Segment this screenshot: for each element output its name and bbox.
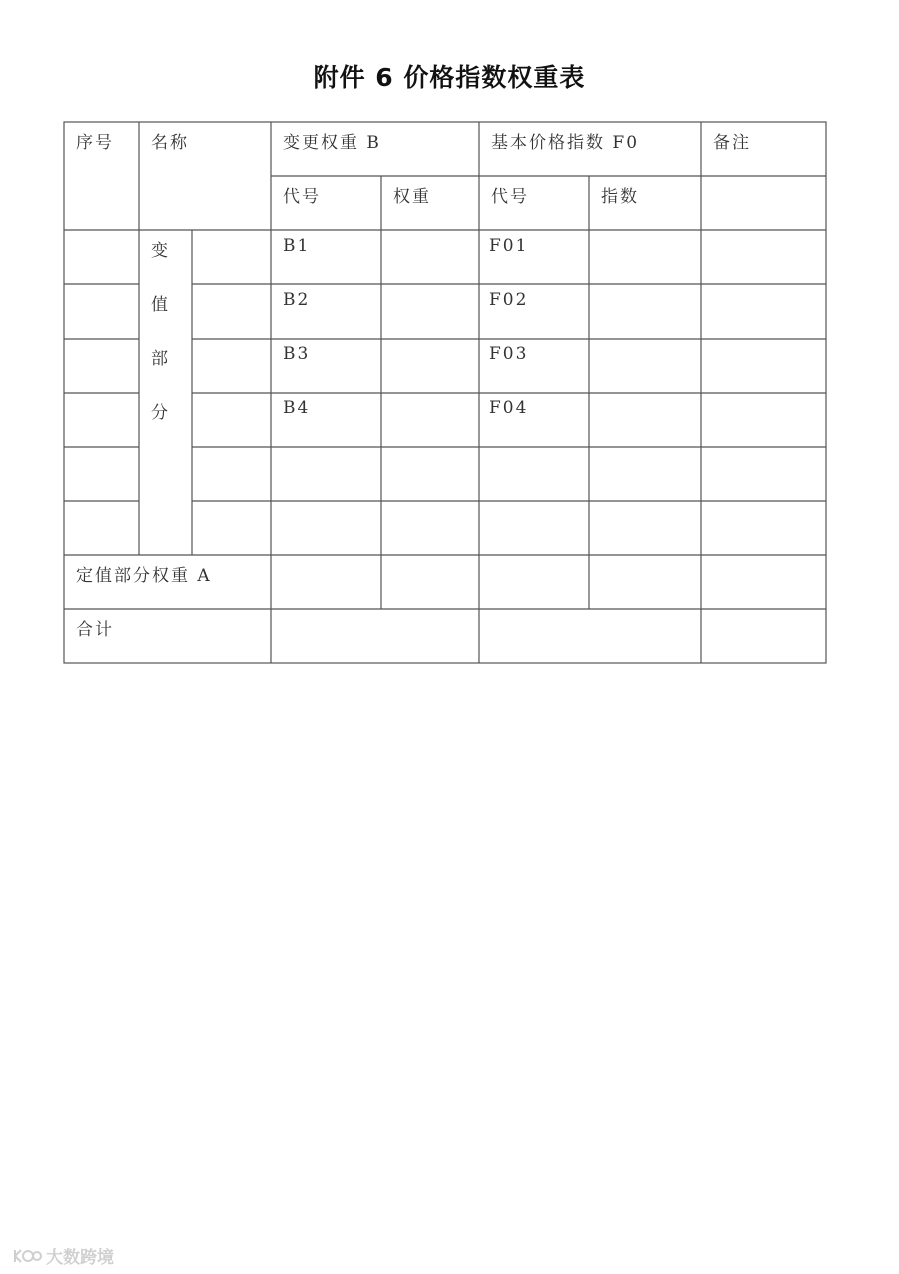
fixed-part-weight-label: 定值部分权重 A: [76, 566, 212, 586]
row-f-code: F03: [489, 344, 529, 364]
header-index: 指数: [601, 187, 639, 207]
header-code-b: 代号: [283, 187, 321, 207]
row-b-code: B4: [283, 398, 311, 418]
header-seq: 序号: [76, 133, 114, 153]
header-remark: 备注: [713, 133, 751, 153]
row-b-code: B1: [283, 236, 311, 256]
row-f-code: F02: [489, 290, 529, 310]
header-code-f: 代号: [491, 187, 529, 207]
row-f-code: F01: [489, 236, 529, 256]
variable-part-char: 部: [151, 349, 168, 369]
variable-part-char: 变: [151, 241, 168, 261]
row-b-code: B2: [283, 290, 311, 310]
row-b-code: B3: [283, 344, 311, 364]
header-base-index: 基本价格指数 F0: [491, 133, 640, 153]
header-weight: 权重: [393, 187, 431, 207]
page-title: 附件 6 价格指数权重表: [313, 63, 586, 92]
watermark-text: 大数跨境: [46, 1248, 114, 1268]
header-name: 名称: [151, 133, 189, 153]
watermark: [12, 1243, 114, 1268]
total-label: 合计: [76, 620, 114, 640]
watermark-logo-icon: [12, 1246, 42, 1266]
row-f-code: F04: [489, 398, 529, 418]
variable-part-char: 分: [151, 403, 168, 423]
variable-part-char: 值: [151, 295, 168, 315]
header-change-weight: 变更权重 B: [283, 133, 381, 153]
